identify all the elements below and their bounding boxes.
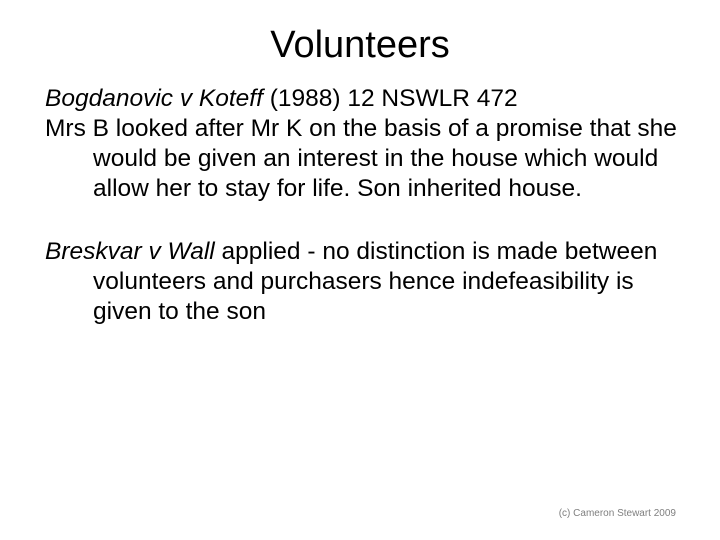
- case-citation: (1988) 12 NSWLR 472: [262, 85, 518, 112]
- slide-title: Volunteers: [270, 24, 450, 66]
- copyright-footer: (c) Cameron Stewart 2009: [558, 508, 676, 519]
- case-holding: applied - no distinction is made between volunteers and purchasers hence indefeasibility is given to the son: [93, 238, 658, 325]
- case-name: Bogdanovic v Koteff: [45, 85, 263, 112]
- case-facts: Mrs B looked after Mr K on the basis of a promise that she would be given an interest in the house which would allow her to stay for life. Son inherited house.: [45, 115, 677, 202]
- paragraph-gap: [45, 204, 685, 237]
- slide-body: [45, 84, 685, 327]
- case-name: Breskvar v Wall: [45, 238, 215, 265]
- case-application-breskvar: [45, 237, 685, 327]
- case-citation-bogdanovic: [45, 84, 685, 114]
